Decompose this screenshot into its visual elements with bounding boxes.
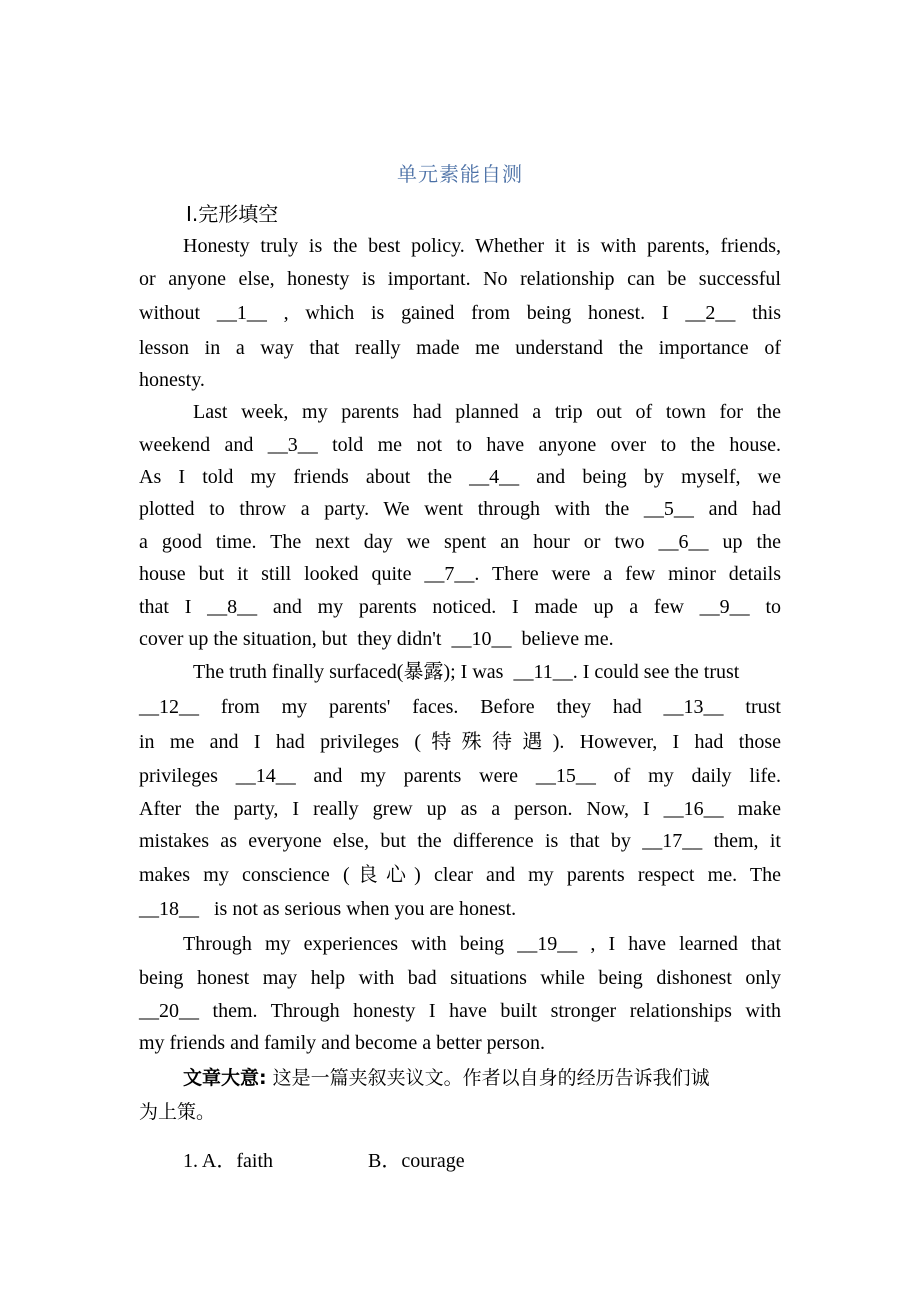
- page-title: 单元素能自测: [397, 162, 523, 186]
- passage-line: weekend and __3__ told me not to have anyone over to the house.: [139, 434, 781, 456]
- passage-line: After the party, I really grew up as a person. Now, I __16__ make: [139, 798, 781, 820]
- passage-line: __20__ them. Through honesty I have built stronger relationships with: [139, 1000, 781, 1022]
- passage-line: cover up the situation, but they didn't __10__ believe me.: [139, 628, 614, 650]
- passage-line: Last week, my parents had planned a trip out of town for the: [193, 401, 781, 423]
- passage-line: The truth finally surfaced(暴露); I was __11__. I could see the trust: [193, 661, 740, 683]
- passage-line: As I told my friends about the __4__ and being by myself, we: [139, 466, 781, 488]
- passage-line: plotted to throw a party. We went through with the __5__ and had: [139, 498, 781, 520]
- passage-line: __18__ is not as serious when you are honest.: [139, 898, 517, 920]
- passage-line: being honest may help with bad situations while being dishonest only: [139, 967, 781, 989]
- summary-line: 为上策。: [139, 1101, 216, 1123]
- option-b[interactable]: B．courage: [368, 1150, 465, 1172]
- passage-line: privileges __14__ and my parents were __15__ of my daily life.: [139, 765, 781, 787]
- passage-line: in me and I had privileges (特殊待遇). However, I had those: [139, 731, 781, 753]
- passage-line: mistakes as everyone else, but the difference is that by __17__ them, it: [139, 830, 781, 852]
- passage-line: my friends and family and become a better person.: [139, 1032, 545, 1054]
- passage-line: lesson in a way that really made me understand the importance of: [139, 337, 781, 359]
- passage-line: or anyone else, honesty is important. No relationship can be successful: [139, 268, 781, 290]
- summary-text: 这是一篇夹叙夹议文。作者以自身的经历告诉我们诚: [266, 1067, 710, 1089]
- passage-line: makes my conscience (良心) clear and my parents respect me. The: [139, 864, 781, 886]
- passage-line: Through my experiences with being __19__ , I have learned that: [183, 933, 781, 955]
- passage-line: house but it still looked quite __7__. There were a few minor details: [139, 563, 781, 585]
- summary-label: 文章大意:: [183, 1067, 267, 1089]
- option-a[interactable]: A．faith: [201, 1150, 273, 1172]
- passage-line: __12__ from my parents' faces. Before they had __13__ trust: [139, 696, 781, 718]
- section-heading: Ⅰ.完形填空: [186, 202, 279, 226]
- passage-line: that I __8__ and my parents noticed. I made up a few __9__ to: [139, 596, 781, 618]
- passage-line: honesty.: [139, 369, 205, 391]
- passage-line: a good time. The next day we spent an hour or two __6__ up the: [139, 531, 781, 553]
- passage-line: without __1__ , which is gained from being honest. I __2__ this: [139, 302, 781, 324]
- question-number: 1.: [183, 1150, 198, 1172]
- passage-line: Honesty truly is the best policy. Whether it is with parents, friends,: [183, 235, 781, 257]
- question-1: [183, 1144, 273, 1173]
- summary-line: [183, 1065, 781, 1091]
